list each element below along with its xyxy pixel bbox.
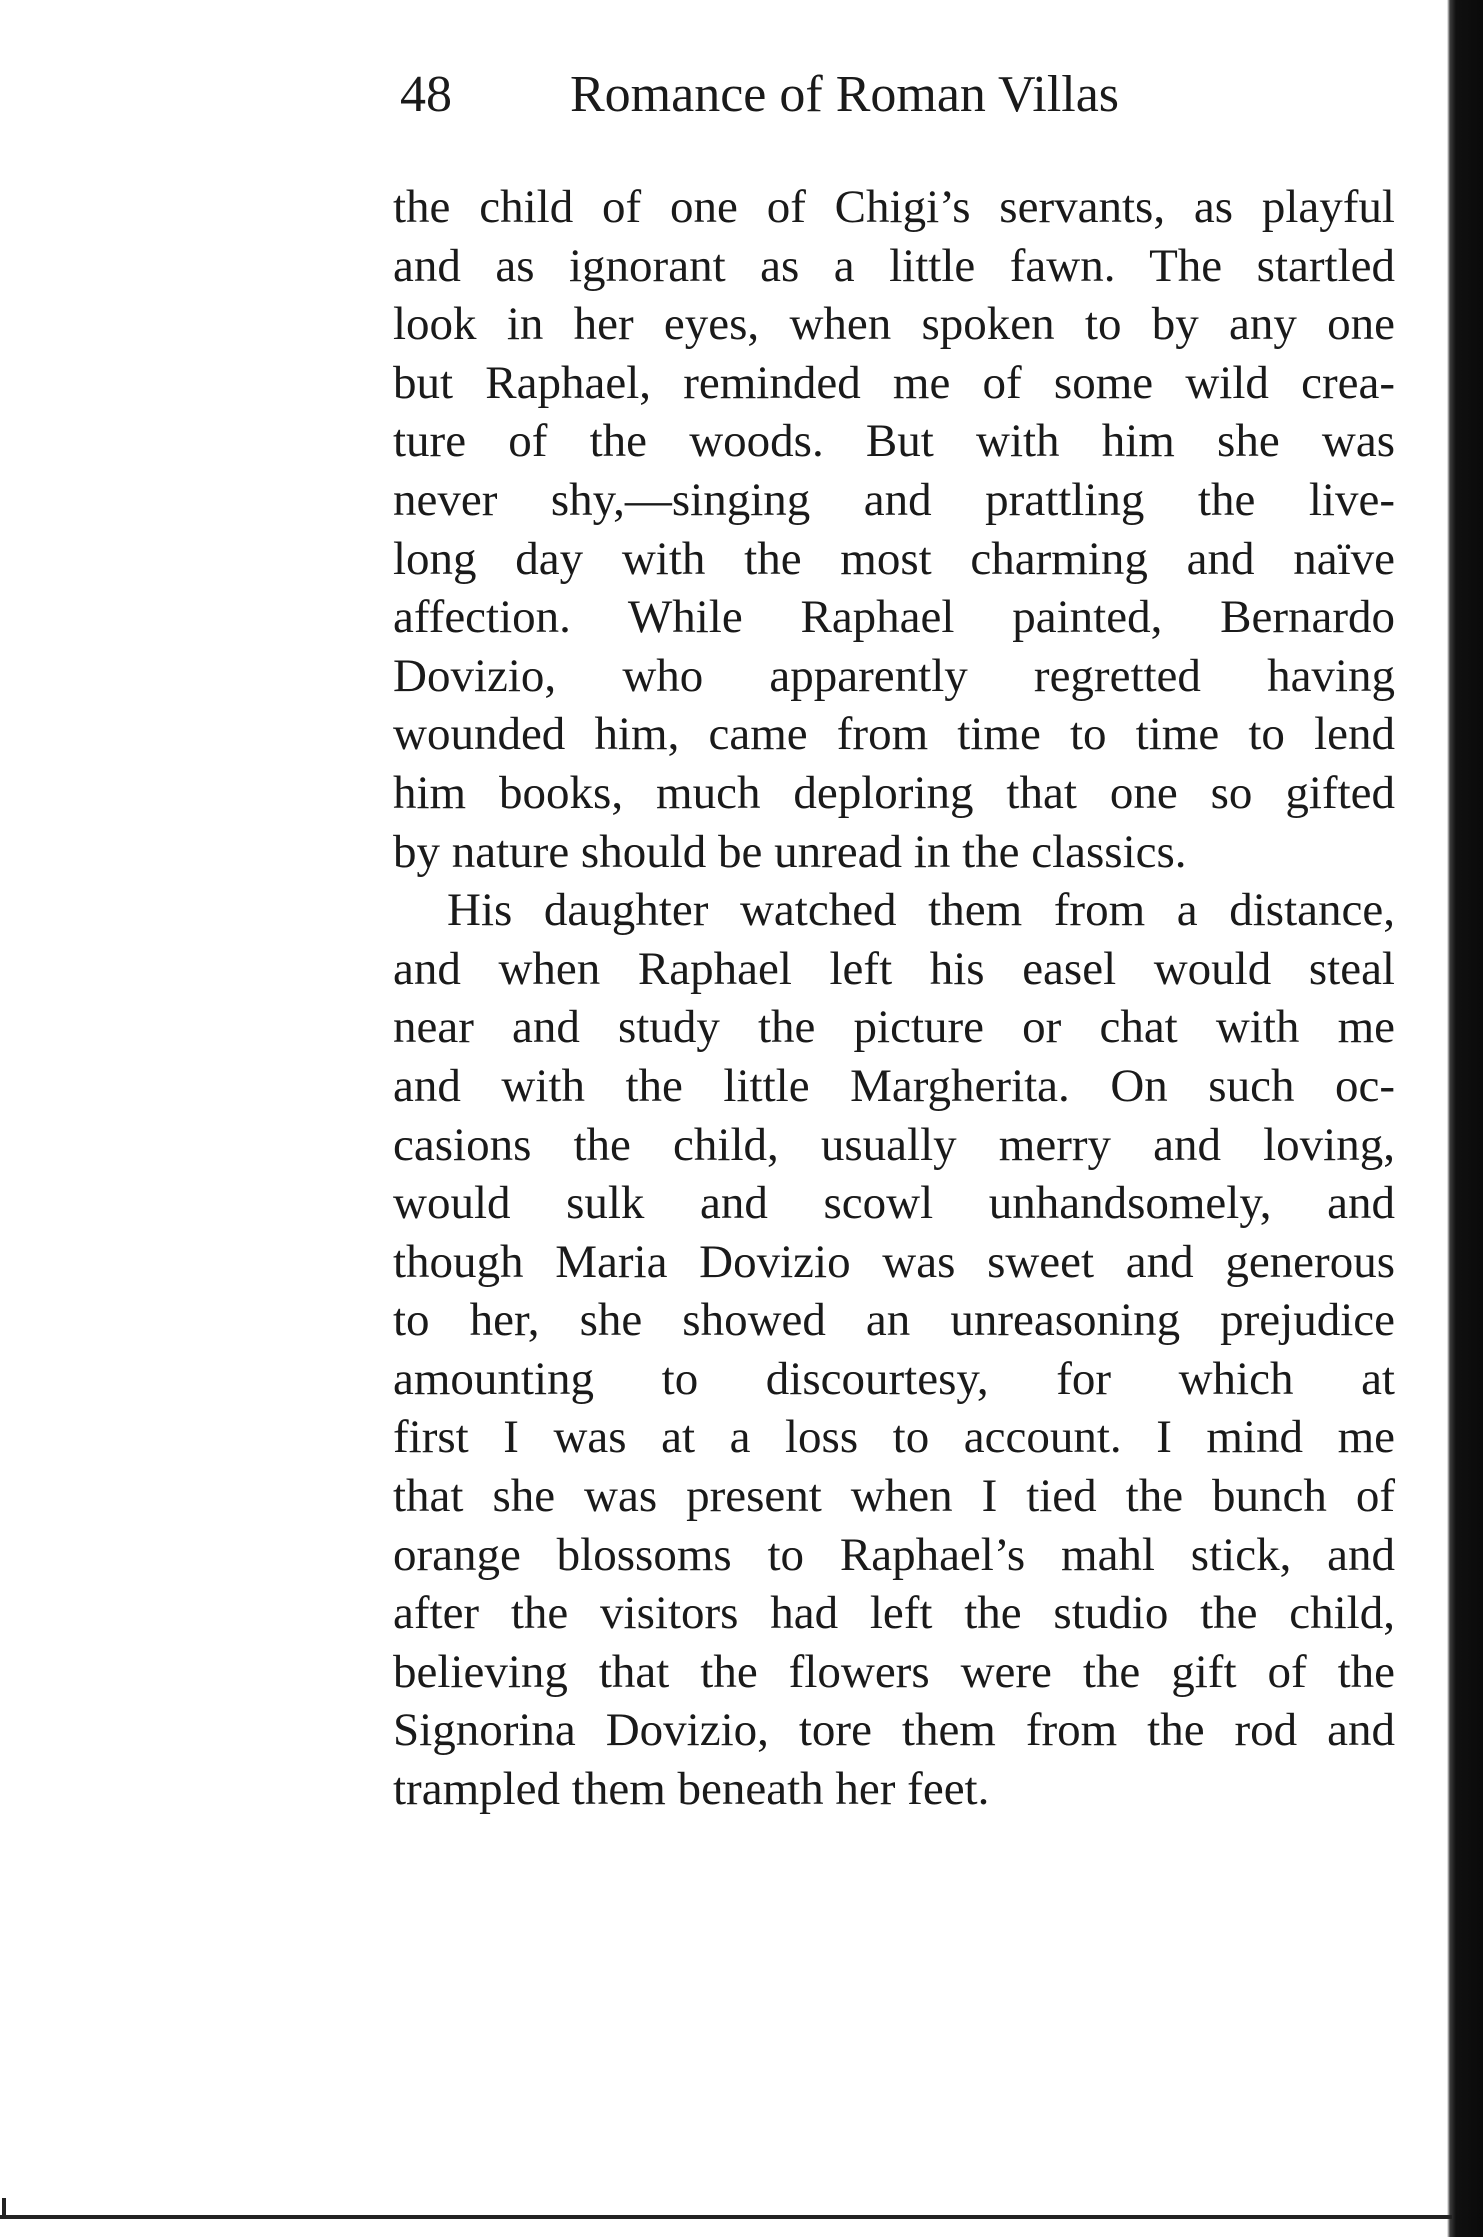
text-line: the child of one of Chigi’s servants, as playful xyxy=(393,181,1395,233)
text-line: that she was present when I tied the bunch of xyxy=(393,1470,1395,1523)
text-line: never shy,—singing and prattling the live- xyxy=(393,473,1395,526)
text-line: trampled them beneath her feet. xyxy=(393,1763,990,1816)
page-header xyxy=(400,60,1280,130)
running-title: Romance of Roman Villas xyxy=(570,66,1120,123)
text-line: orange blossoms to Raphael’s mahl stick, and xyxy=(393,1528,1395,1581)
text-line: wounded him, came from time to time to lend xyxy=(393,708,1395,761)
text-line: and with the little Margherita. On such oc- xyxy=(393,1059,1395,1112)
text-line: though Maria Dovizio was sweet and generous xyxy=(393,1235,1395,1288)
text-line: ture of the woods. But with him she was xyxy=(393,415,1395,468)
bottom-edge-line xyxy=(0,2215,1452,2219)
text-line: His daughter watched them from a distance, xyxy=(447,884,1395,937)
text-line: Signorina Dovizio, tore them from the rod and xyxy=(393,1704,1395,1757)
text-line: by nature should be unread in the classics. xyxy=(393,825,1187,878)
paragraph-1 xyxy=(393,178,1395,881)
page-number: 48 xyxy=(400,66,452,123)
text-line: and when Raphael left his easel would steal xyxy=(393,942,1395,995)
text-line: him books, much deploring that one so gifted xyxy=(393,766,1395,819)
text-line: but Raphael, reminded me of some wild crea- xyxy=(393,356,1395,409)
text-line: long day with the most charming and naïve xyxy=(393,532,1395,585)
text-line: first I was at a loss to account. I mind me xyxy=(393,1411,1395,1464)
paragraph-2 xyxy=(393,881,1395,1819)
text-line: and as ignorant as a little fawn. The startled xyxy=(393,239,1395,292)
text-line: affection. While Raphael painted, Bernardo xyxy=(393,591,1395,644)
text-line: believing that the flowers were the gift of the xyxy=(393,1645,1395,1698)
corner-mark xyxy=(2,2198,6,2218)
text-line: would sulk and scowl unhandsomely, and xyxy=(393,1177,1395,1230)
text-line: Dovizio, who apparently regretted having xyxy=(393,649,1395,702)
page-edge-shadow xyxy=(1443,0,1483,2237)
text-line: look in her eyes, when spoken to by any one xyxy=(393,298,1395,351)
body-text xyxy=(393,178,1395,1819)
text-line: to her, she showed an unreasoning prejudice xyxy=(393,1294,1395,1347)
text-line: near and study the picture or chat with me xyxy=(393,1001,1395,1054)
text-line: casions the child, usually merry and loving, xyxy=(393,1118,1395,1171)
text-line: amounting to discourtesy, for which at xyxy=(393,1352,1395,1405)
text-line: after the visitors had left the studio the child, xyxy=(393,1587,1395,1640)
